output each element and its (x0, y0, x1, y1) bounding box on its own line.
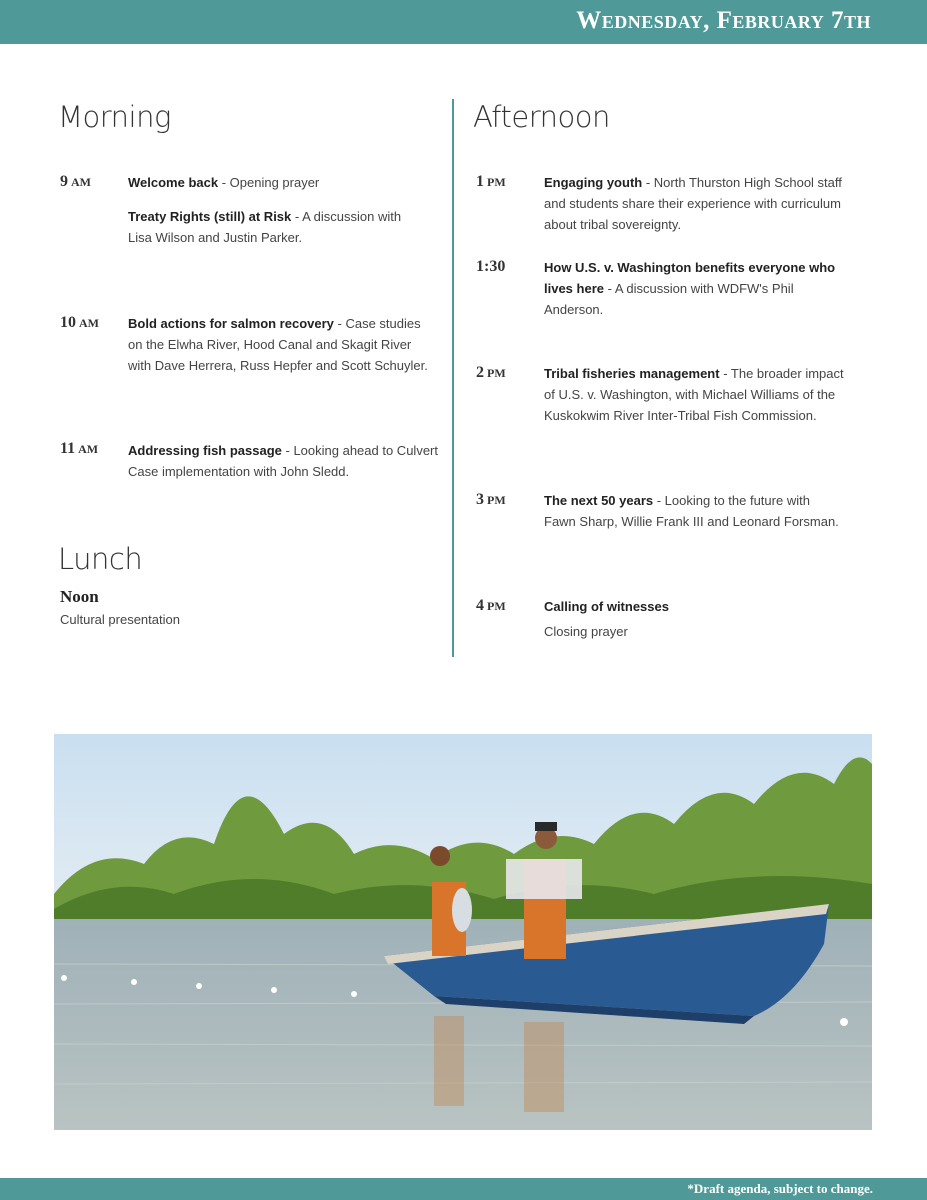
session-welcome-back: Welcome back - Opening prayer (128, 175, 320, 190)
time-10am: 10 AM (60, 314, 99, 331)
column-divider (452, 99, 454, 657)
fishing-boat-photo (54, 734, 872, 1130)
draft-note: *Draft agenda, subject to change. (687, 1181, 873, 1196)
session-us-v-washington: How U.S. v. Washington benefits everyone who lives here - A discussion with WDFW's Phil Anderson. (544, 260, 836, 317)
lunch-title: Lunch (58, 542, 143, 576)
page-title: Wednesday, February 7th (576, 7, 871, 34)
afternoon-title: Afternoon (473, 100, 610, 134)
time-1pm: 1 PM (476, 173, 506, 190)
lunch-desc: Cultural presentation (60, 612, 180, 627)
morning-title: Morning (58, 100, 171, 134)
header-bar (0, 0, 927, 44)
session-calling-witnesses: Calling of witnesses (544, 599, 669, 614)
session-tribal-fisheries: Tribal fisheries management - The broader impact of U.S. v. Washington, with Michael Williams of the Kuskokwim River Inter-Tribal Fish Commission. (544, 366, 844, 423)
session-salmon-recovery: Bold actions for salmon recovery - Case studies on the Elwha River, Hood Canal and Skagit River with Dave Herrera, Russ Hepfer and Scott Schuyler. (128, 316, 428, 373)
time-2pm: 2 PM (476, 364, 506, 381)
session-fish-passage: Addressing fish passage - Looking ahead to Culvert Case implementation with John Sledd. (128, 443, 438, 479)
time-4pm: 4 PM (476, 597, 506, 614)
session-next-50-years: The next 50 years - Looking to the future with Fawn Sharp, Willie Frank III and Leonard Forsman. (544, 493, 839, 529)
time-11am: 11 AM (60, 440, 99, 457)
session-treaty-rights: Treaty Rights (still) at Risk - A discussion with Lisa Wilson and Justin Parker. (128, 209, 402, 245)
time-3pm: 3 PM (476, 491, 506, 508)
time-9am: 9 AM (60, 173, 91, 190)
session-engaging-youth: Engaging youth - North Thurston High School staff and students share their experience with curriculum about tribal sovereignty. (544, 175, 842, 232)
footer-bar (0, 1178, 927, 1200)
session-closing-prayer: Closing prayer (544, 624, 628, 639)
time-130: 1:30 (476, 258, 506, 275)
lunch-time: Noon (60, 587, 99, 606)
